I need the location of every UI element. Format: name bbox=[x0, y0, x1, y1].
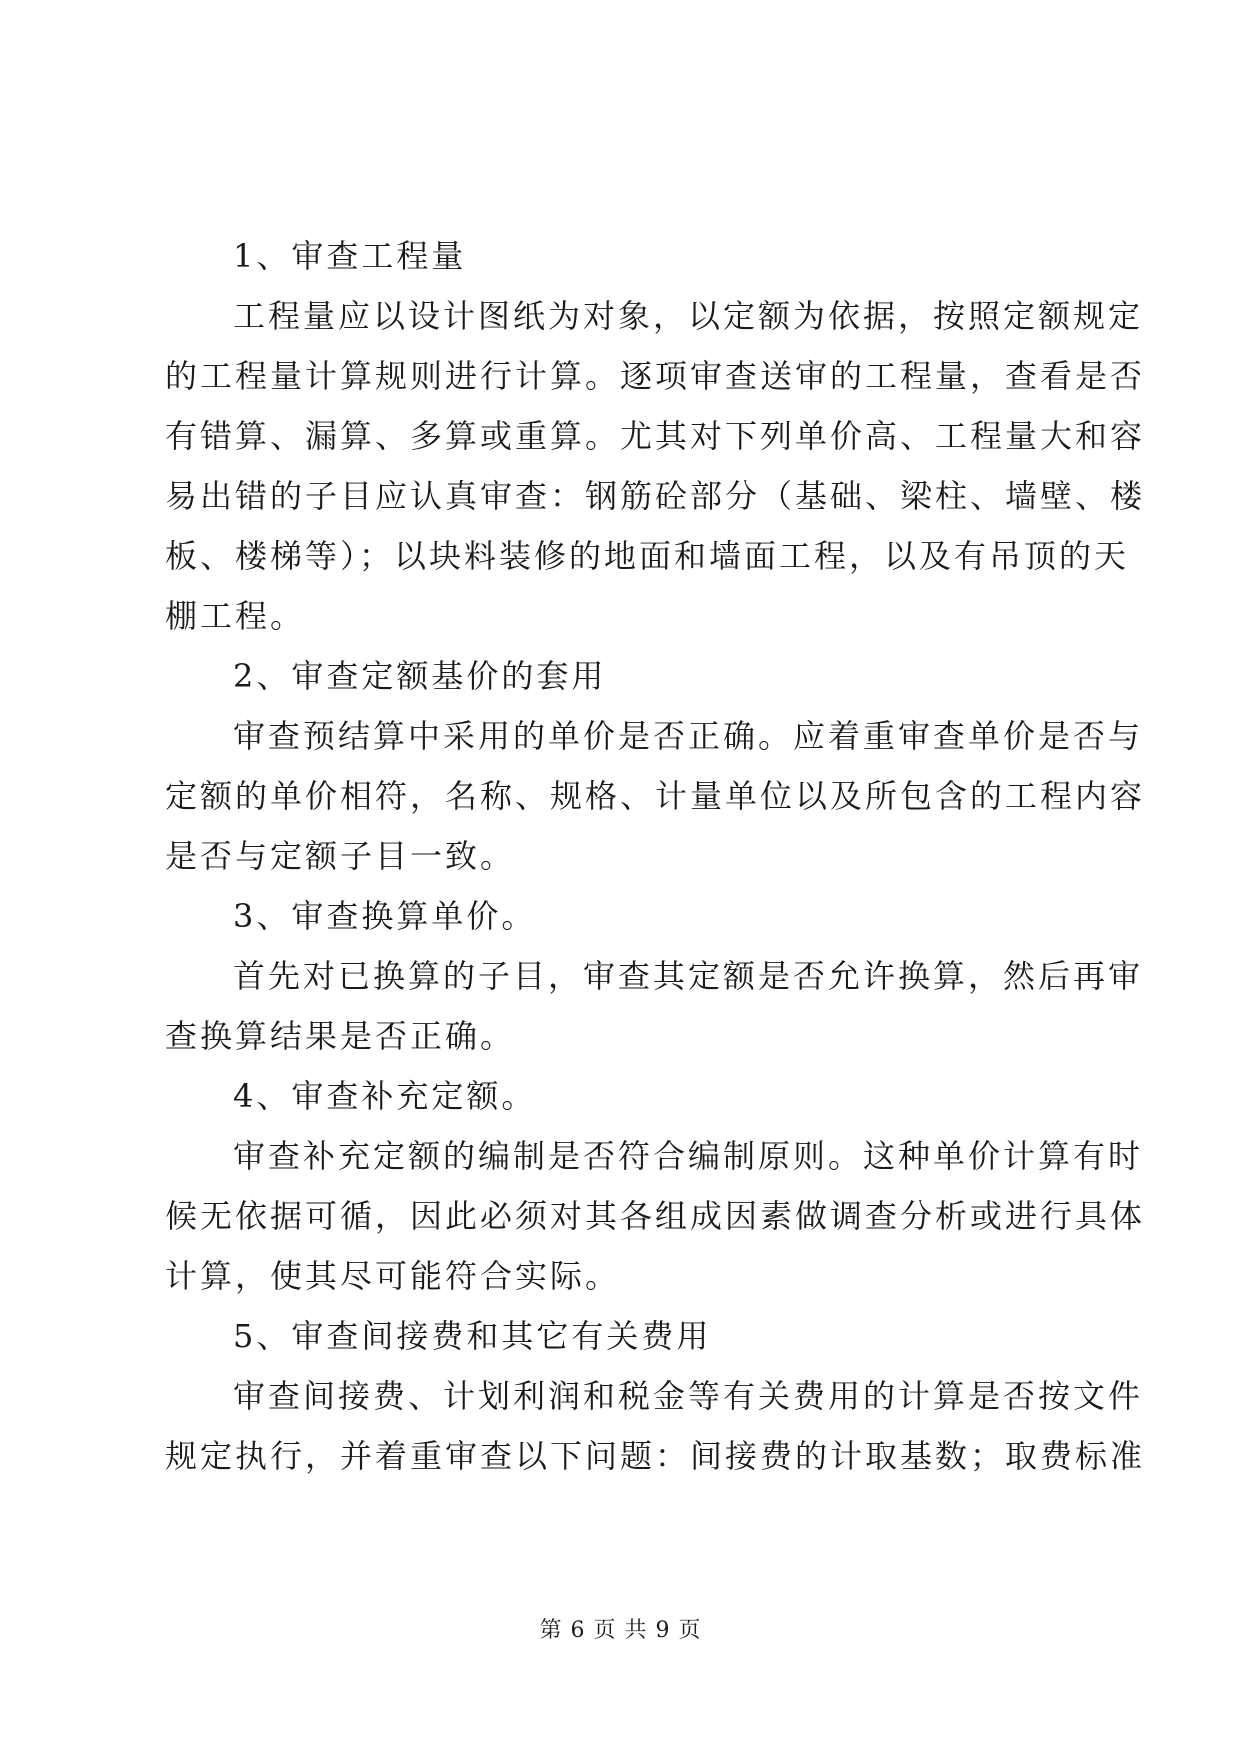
document-body bbox=[165, 226, 1146, 1486]
paragraph-line: 计算，使其尽可能符合实际。 bbox=[165, 1257, 621, 1295]
paragraph-line: 是否与定额子目一致。 bbox=[165, 837, 516, 875]
paragraph-line: 审查补充定额的编制是否符合编制原则。这种单价计算有时 bbox=[233, 1137, 1144, 1175]
section-heading: 3、审查换算单价。 bbox=[233, 897, 537, 935]
paragraph-line: 规定执行，并着重审查以下问题：间接费的计取基数；取费标准 bbox=[165, 1437, 1146, 1475]
page-footer bbox=[0, 1616, 1241, 1646]
page-number: 第 6 页 共 9 页 bbox=[539, 1618, 702, 1643]
section-heading: 4、审查补充定额。 bbox=[233, 1077, 537, 1115]
paragraph-line: 查换算结果是否正确。 bbox=[165, 1017, 516, 1055]
section-heading: 5、审查间接费和其它有关费用 bbox=[233, 1317, 712, 1355]
paragraph-line: 候无依据可循，因此必须对其各组成因素做调查分析或进行具体 bbox=[165, 1197, 1146, 1235]
paragraph-line: 审查预结算中采用的单价是否正确。应着重审查单价是否与 bbox=[233, 717, 1144, 755]
paragraph-line: 审查间接费、计划利润和税金等有关费用的计算是否按文件 bbox=[233, 1377, 1144, 1415]
paragraph-line: 首先对已换算的子目，审查其定额是否允许换算，然后再审 bbox=[233, 957, 1144, 995]
paragraph-line: 有错算、漏算、多算或重算。尤其对下列单价高、工程量大和容 bbox=[165, 417, 1146, 455]
paragraph-line: 定额的单价相符，名称、规格、计量单位以及所包含的工程内容 bbox=[165, 777, 1146, 815]
paragraph-line: 的工程量计算规则进行计算。逐项审查送审的工程量，查看是否 bbox=[165, 357, 1146, 395]
paragraph-line: 板、楼梯等）；以块料装修的地面和墙面工程，以及有吊顶的天 bbox=[165, 537, 1130, 575]
section-heading: 2、审查定额基价的套用 bbox=[233, 657, 607, 695]
paragraph-line: 棚工程。 bbox=[165, 597, 306, 635]
paragraph-line: 易出错的子目应认真审查：钢筋砼部分（基础、梁柱、墙壁、楼 bbox=[165, 477, 1146, 515]
paragraph-line: 工程量应以设计图纸为对象，以定额为依据，按照定额规定 bbox=[233, 297, 1144, 335]
section-heading: 1、审查工程量 bbox=[233, 237, 467, 275]
